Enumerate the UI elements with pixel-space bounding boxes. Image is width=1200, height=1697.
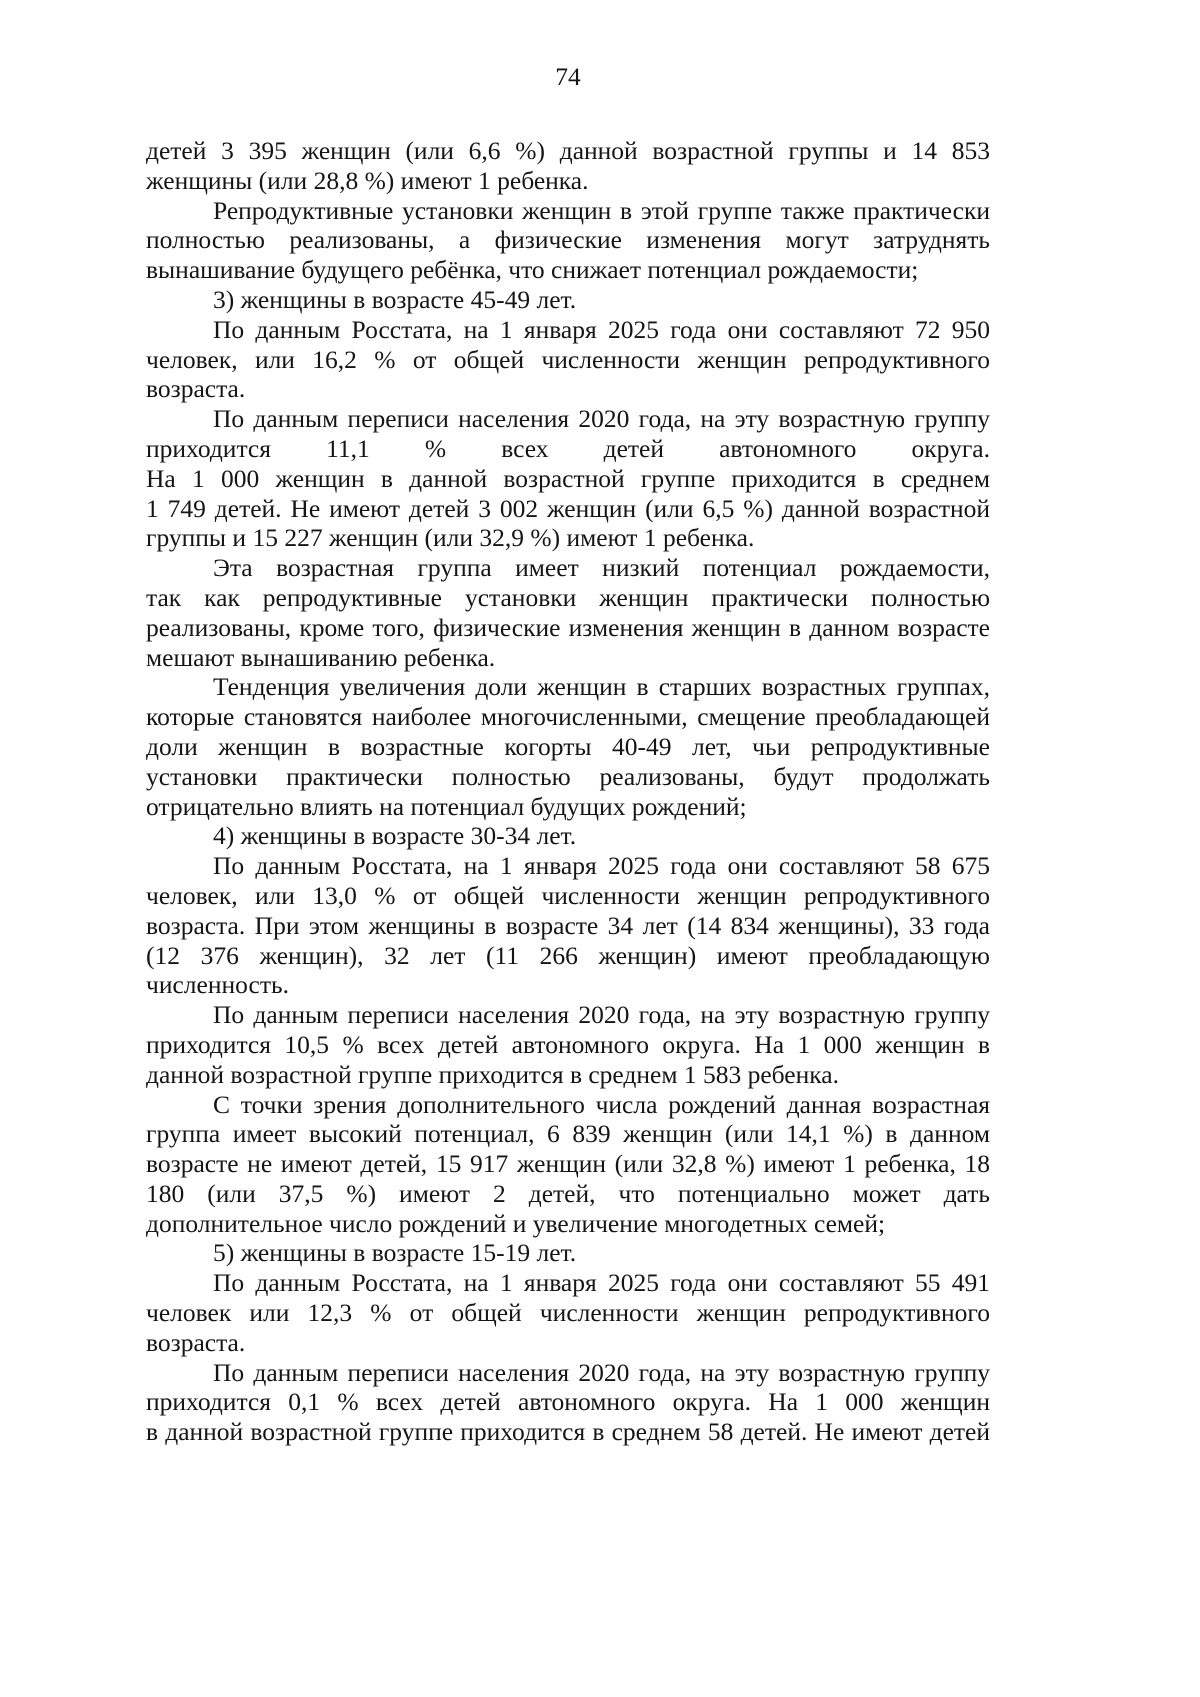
text-line: человек или 12,3 % от общей численности женщин репродуктивного	[146, 1298, 990, 1328]
paragraph	[146, 553, 990, 672]
text-line: Тенденция увеличения доли женщин в старших возрастных группах,	[213, 672, 990, 702]
paragraph	[146, 672, 990, 821]
text-line: полностью реализованы, а физические изменения могут затруднять	[146, 225, 990, 255]
text-line: вынашивание будущего ребёнка, что снижает потенциал рождаемости;	[146, 255, 919, 285]
text-line: По данным Росстата, на 1 января 2025 года они составляют 55 491	[213, 1268, 990, 1298]
text-line: На 1 000 женщин в данной возрастной группе приходится в среднем	[146, 463, 990, 493]
text-line: Эта возрастная группа имеет низкий потенциал рождаемости,	[213, 553, 990, 583]
text-line: 4) женщины в возрасте 30-34 лет.	[213, 821, 577, 851]
text-line: мешают вынашиванию ребенка.	[146, 642, 496, 672]
paragraph	[146, 1090, 990, 1239]
paragraph	[146, 404, 990, 553]
paragraph	[146, 1000, 990, 1089]
text-line: приходится 10,5 % всех детей автономного округа. На 1 000 женщин в	[146, 1029, 990, 1059]
page-number: 74	[555, 62, 581, 91]
text-line: так как репродуктивные установки женщин практически полностью	[146, 582, 990, 612]
text-line: дополнительное число рождений и увеличение многодетных семей;	[146, 1208, 886, 1238]
text-line: в данной возрастной группе приходится в среднем 58 детей. Не имеют детей	[146, 1417, 990, 1447]
text-line: установки практически полностью реализованы, будут продолжать	[146, 761, 990, 791]
text-line: 180 (или 37,5 %) имеют 2 детей, что потенциально может дать	[146, 1178, 990, 1208]
text-line: реализованы, кроме того, физические изменения женщин в данном возрасте	[146, 612, 990, 642]
text-line: По данным переписи населения 2020 года, на эту возрастную группу	[213, 1357, 990, 1387]
paragraph	[146, 821, 990, 851]
text-line: С точки зрения дополнительного числа рождений данная возрастная	[213, 1089, 990, 1119]
paragraph	[146, 1268, 990, 1357]
text-line: человек, или 13,0 % от общей численности женщин репродуктивного	[146, 880, 990, 910]
text-line: По данным переписи населения 2020 года, на эту возрастную группу	[213, 404, 990, 434]
text-line: численность.	[146, 970, 289, 1000]
text-line: группы и 15 227 женщин (или 32,9 %) имеют 1 ребенка.	[146, 523, 755, 553]
text-line: детей 3 395 женщин (или 6,6 %) данной возрастной группы и 14 853	[146, 136, 990, 165]
text-line: 1 749 детей. Не имеют детей 3 002 женщин (или 6,5 %) данной возрастной	[146, 493, 990, 523]
paragraph	[146, 285, 990, 315]
text-line: которые становятся наиболее многочисленными, смещение преобладающей	[146, 702, 990, 732]
paragraph	[146, 196, 990, 285]
paragraph	[146, 851, 990, 1000]
text-line: возрасте не имеют детей, 15 917 женщин (или 32,8 %) имеют 1 ребенка, 18	[146, 1149, 990, 1179]
text-line: возраста.	[146, 1327, 246, 1357]
text-line: доли женщин в возрастные когорты 40-49 лет, чьи репродуктивные	[146, 731, 990, 761]
text-line: (12 376 женщин), 32 лет (11 266 женщин) имеют преобладающую	[146, 940, 990, 970]
text-line: 5) женщины в возрасте 15-19 лет.	[213, 1238, 577, 1268]
document-body-text	[146, 136, 990, 1447]
text-line: отрицательно влиять на потенциал будущих рождений;	[146, 791, 747, 821]
text-line: возраста. При этом женщины в возрасте 34 лет (14 834 женщины), 33 года	[146, 910, 990, 940]
text-line: Репродуктивные установки женщин в этой группе также практически	[213, 195, 990, 225]
text-line: группа имеет высокий потенциал, 6 839 женщин (или 14,1 %) в данном	[146, 1119, 990, 1149]
text-line: По данным Росстата, на 1 января 2025 года они составляют 72 950	[213, 314, 990, 344]
text-line: приходится 0,1 % всех детей автономного округа. На 1 000 женщин	[146, 1387, 990, 1417]
text-line: 3) женщины в возрасте 45-49 лет.	[213, 284, 577, 314]
text-line: возраста.	[146, 374, 246, 404]
paragraph	[146, 1238, 990, 1268]
text-line: приходится 11,1 % всех детей автономного округа.	[146, 433, 990, 463]
text-line: По данным Росстата, на 1 января 2025 года они составляют 58 675	[213, 851, 990, 881]
paragraph	[146, 1358, 990, 1447]
paragraph	[146, 136, 990, 196]
text-line: По данным переписи населения 2020 года, на эту возрастную группу	[213, 1000, 990, 1030]
text-line: данной возрастной группе приходится в среднем 1 583 ребенка.	[146, 1059, 839, 1089]
text-line: женщины (или 28,8 %) имеют 1 ребенка.	[146, 165, 589, 195]
text-line: человек, или 16,2 % от общей численности женщин репродуктивного	[146, 344, 990, 374]
paragraph	[146, 315, 990, 404]
